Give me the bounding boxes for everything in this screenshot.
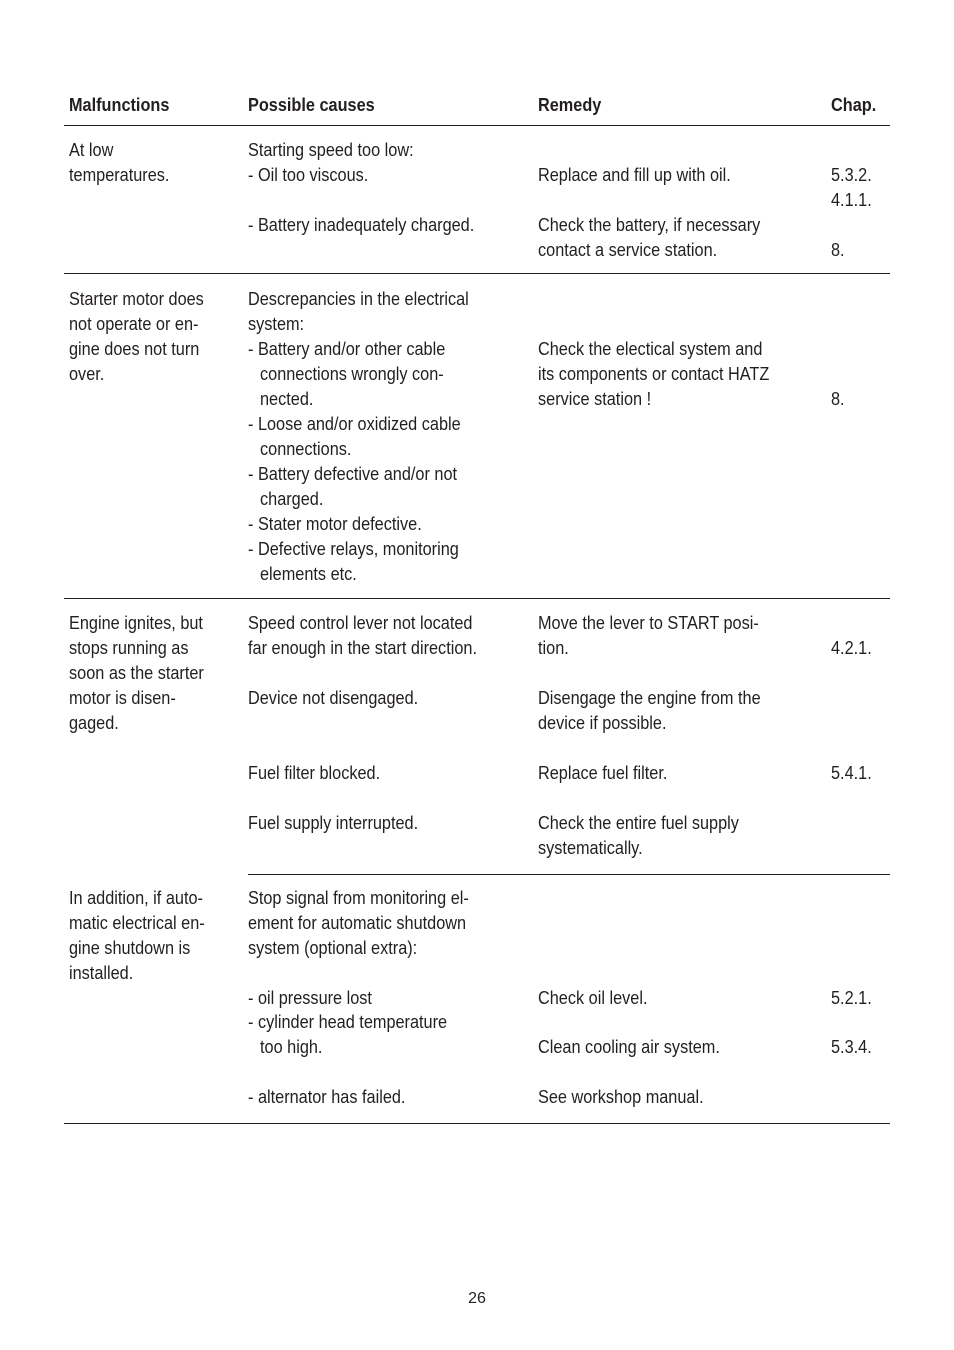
row-2-cause-line: system: — [248, 313, 305, 334]
row-divider-partial — [248, 874, 890, 875]
row-2-malfunction-line: Starter motor does — [69, 288, 204, 309]
row-3-remedy-line: tion. — [538, 637, 569, 658]
row-3-malfunction-line: Engine ignites, but — [69, 612, 203, 633]
row-4-malfunction-line: matic electrical en- — [69, 912, 205, 933]
row-4-remedy-line: Clean cooling air system. — [538, 1036, 720, 1057]
row-3-cause-line: Speed control lever not located — [248, 612, 473, 633]
row-2-cause-line: - Loose and/or oxidized cable — [248, 413, 461, 434]
row-2-malfunction-line: gine does not turn — [69, 338, 200, 359]
row-1-cause-line: Starting speed too low: — [248, 139, 414, 160]
row-2-cause-line: nected. — [260, 388, 314, 409]
row-4-malfunction-line: gine shutdown is — [69, 937, 191, 958]
row-4-cause-line: ement for automatic shutdown — [248, 912, 467, 933]
row-divider — [64, 598, 890, 599]
row-3-cause-line: Fuel filter blocked. — [248, 762, 381, 783]
row-1-remedy-line: Check the battery, if necessary — [538, 214, 761, 235]
row-2-remedy-line: service station ! — [538, 388, 652, 409]
row-4-cause-line: system (optional extra): — [248, 937, 418, 958]
row-2-remedy-line: its components or contact HATZ — [538, 363, 770, 384]
row-1-chap: 8. — [831, 239, 845, 260]
row-3-remedy-line: Check the entire fuel supply — [538, 812, 739, 833]
row-1-chap: 5.3.2. — [831, 164, 872, 185]
row-1-chap: 4.1.1. — [831, 189, 872, 210]
row-3-remedy-line: Disengage the engine from the — [538, 687, 761, 708]
row-4-chap: 5.3.4. — [831, 1036, 872, 1057]
row-3-cause-line: Fuel supply interrupted. — [248, 812, 419, 833]
row-4-malfunction-line: In addition, if auto- — [69, 887, 203, 908]
row-4-cause-line: too high. — [260, 1036, 323, 1057]
header-divider — [64, 125, 890, 126]
page-number: 26 — [468, 1290, 486, 1307]
row-2-malfunction-line: over. — [69, 363, 105, 384]
row-2-cause-line: connections wrongly con- — [260, 363, 444, 384]
row-3-chap: 4.2.1. — [831, 637, 872, 658]
row-3-malfunction-line: soon as the starter — [69, 662, 204, 683]
row-divider — [64, 273, 890, 274]
row-1-remedy-line: contact a service station. — [538, 239, 718, 260]
row-4-malfunction-line: installed. — [69, 962, 134, 983]
row-4-chap: 5.2.1. — [831, 987, 872, 1008]
row-1-malfunction-line: At low — [69, 139, 114, 160]
row-3-remedy-line: device if possible. — [538, 712, 667, 733]
row-2-cause-line: - Stater motor defective. — [248, 513, 422, 534]
row-3-malfunction-line: motor is disen- — [69, 687, 176, 708]
row-2-cause-line: - Defective relays, monitoring — [248, 538, 459, 559]
row-2-cause-line: - Battery and/or other cable — [248, 338, 446, 359]
row-1-malfunction-line: temperatures. — [69, 164, 170, 185]
header-chap: Chap. — [831, 94, 877, 115]
row-2-remedy-line: Check the electical system and — [538, 338, 763, 359]
row-3-malfunction-line: stops running as — [69, 637, 189, 658]
row-3-malfunction-line: gaged. — [69, 712, 119, 733]
header-malfunctions: Malfunctions — [69, 94, 170, 115]
row-4-cause-line: - cylinder head temperature — [248, 1011, 448, 1032]
row-2-cause-line: - Battery defective and/or not — [248, 463, 458, 484]
row-2-cause-line: connections. — [260, 438, 352, 459]
row-3-cause-line: far enough in the start direction. — [248, 637, 477, 658]
row-3-remedy-line: Replace fuel filter. — [538, 762, 668, 783]
row-2-malfunction-line: not operate or en- — [69, 313, 199, 334]
table-bottom-rule — [64, 1123, 890, 1124]
row-4-cause-line: Stop signal from monitoring el- — [248, 887, 469, 908]
row-2-cause-line: charged. — [260, 488, 324, 509]
row-1-remedy-line: Replace and fill up with oil. — [538, 164, 731, 185]
row-3-remedy-line: systematically. — [538, 837, 643, 858]
row-3-cause-line: Device not disengaged. — [248, 687, 419, 708]
row-4-cause-line: - alternator has failed. — [248, 1086, 406, 1107]
row-2-chap: 8. — [831, 388, 845, 409]
row-1-cause-line: - Battery inadequately charged. — [248, 214, 475, 235]
header-possible-causes: Possible causes — [248, 94, 375, 115]
row-3-remedy-line: Move the lever to START posi- — [538, 612, 759, 633]
row-4-remedy-line: See workshop manual. — [538, 1086, 704, 1107]
header-remedy: Remedy — [538, 94, 602, 115]
row-4-remedy-line: Check oil level. — [538, 987, 648, 1008]
row-3-chap: 5.4.1. — [831, 762, 872, 783]
row-2-cause-line: elements etc. — [260, 563, 357, 584]
row-4-cause-line: - oil pressure lost — [248, 987, 372, 1008]
row-1-cause-line: - Oil too viscous. — [248, 164, 369, 185]
row-2-cause-line: Descrepancies in the electrical — [248, 288, 469, 309]
